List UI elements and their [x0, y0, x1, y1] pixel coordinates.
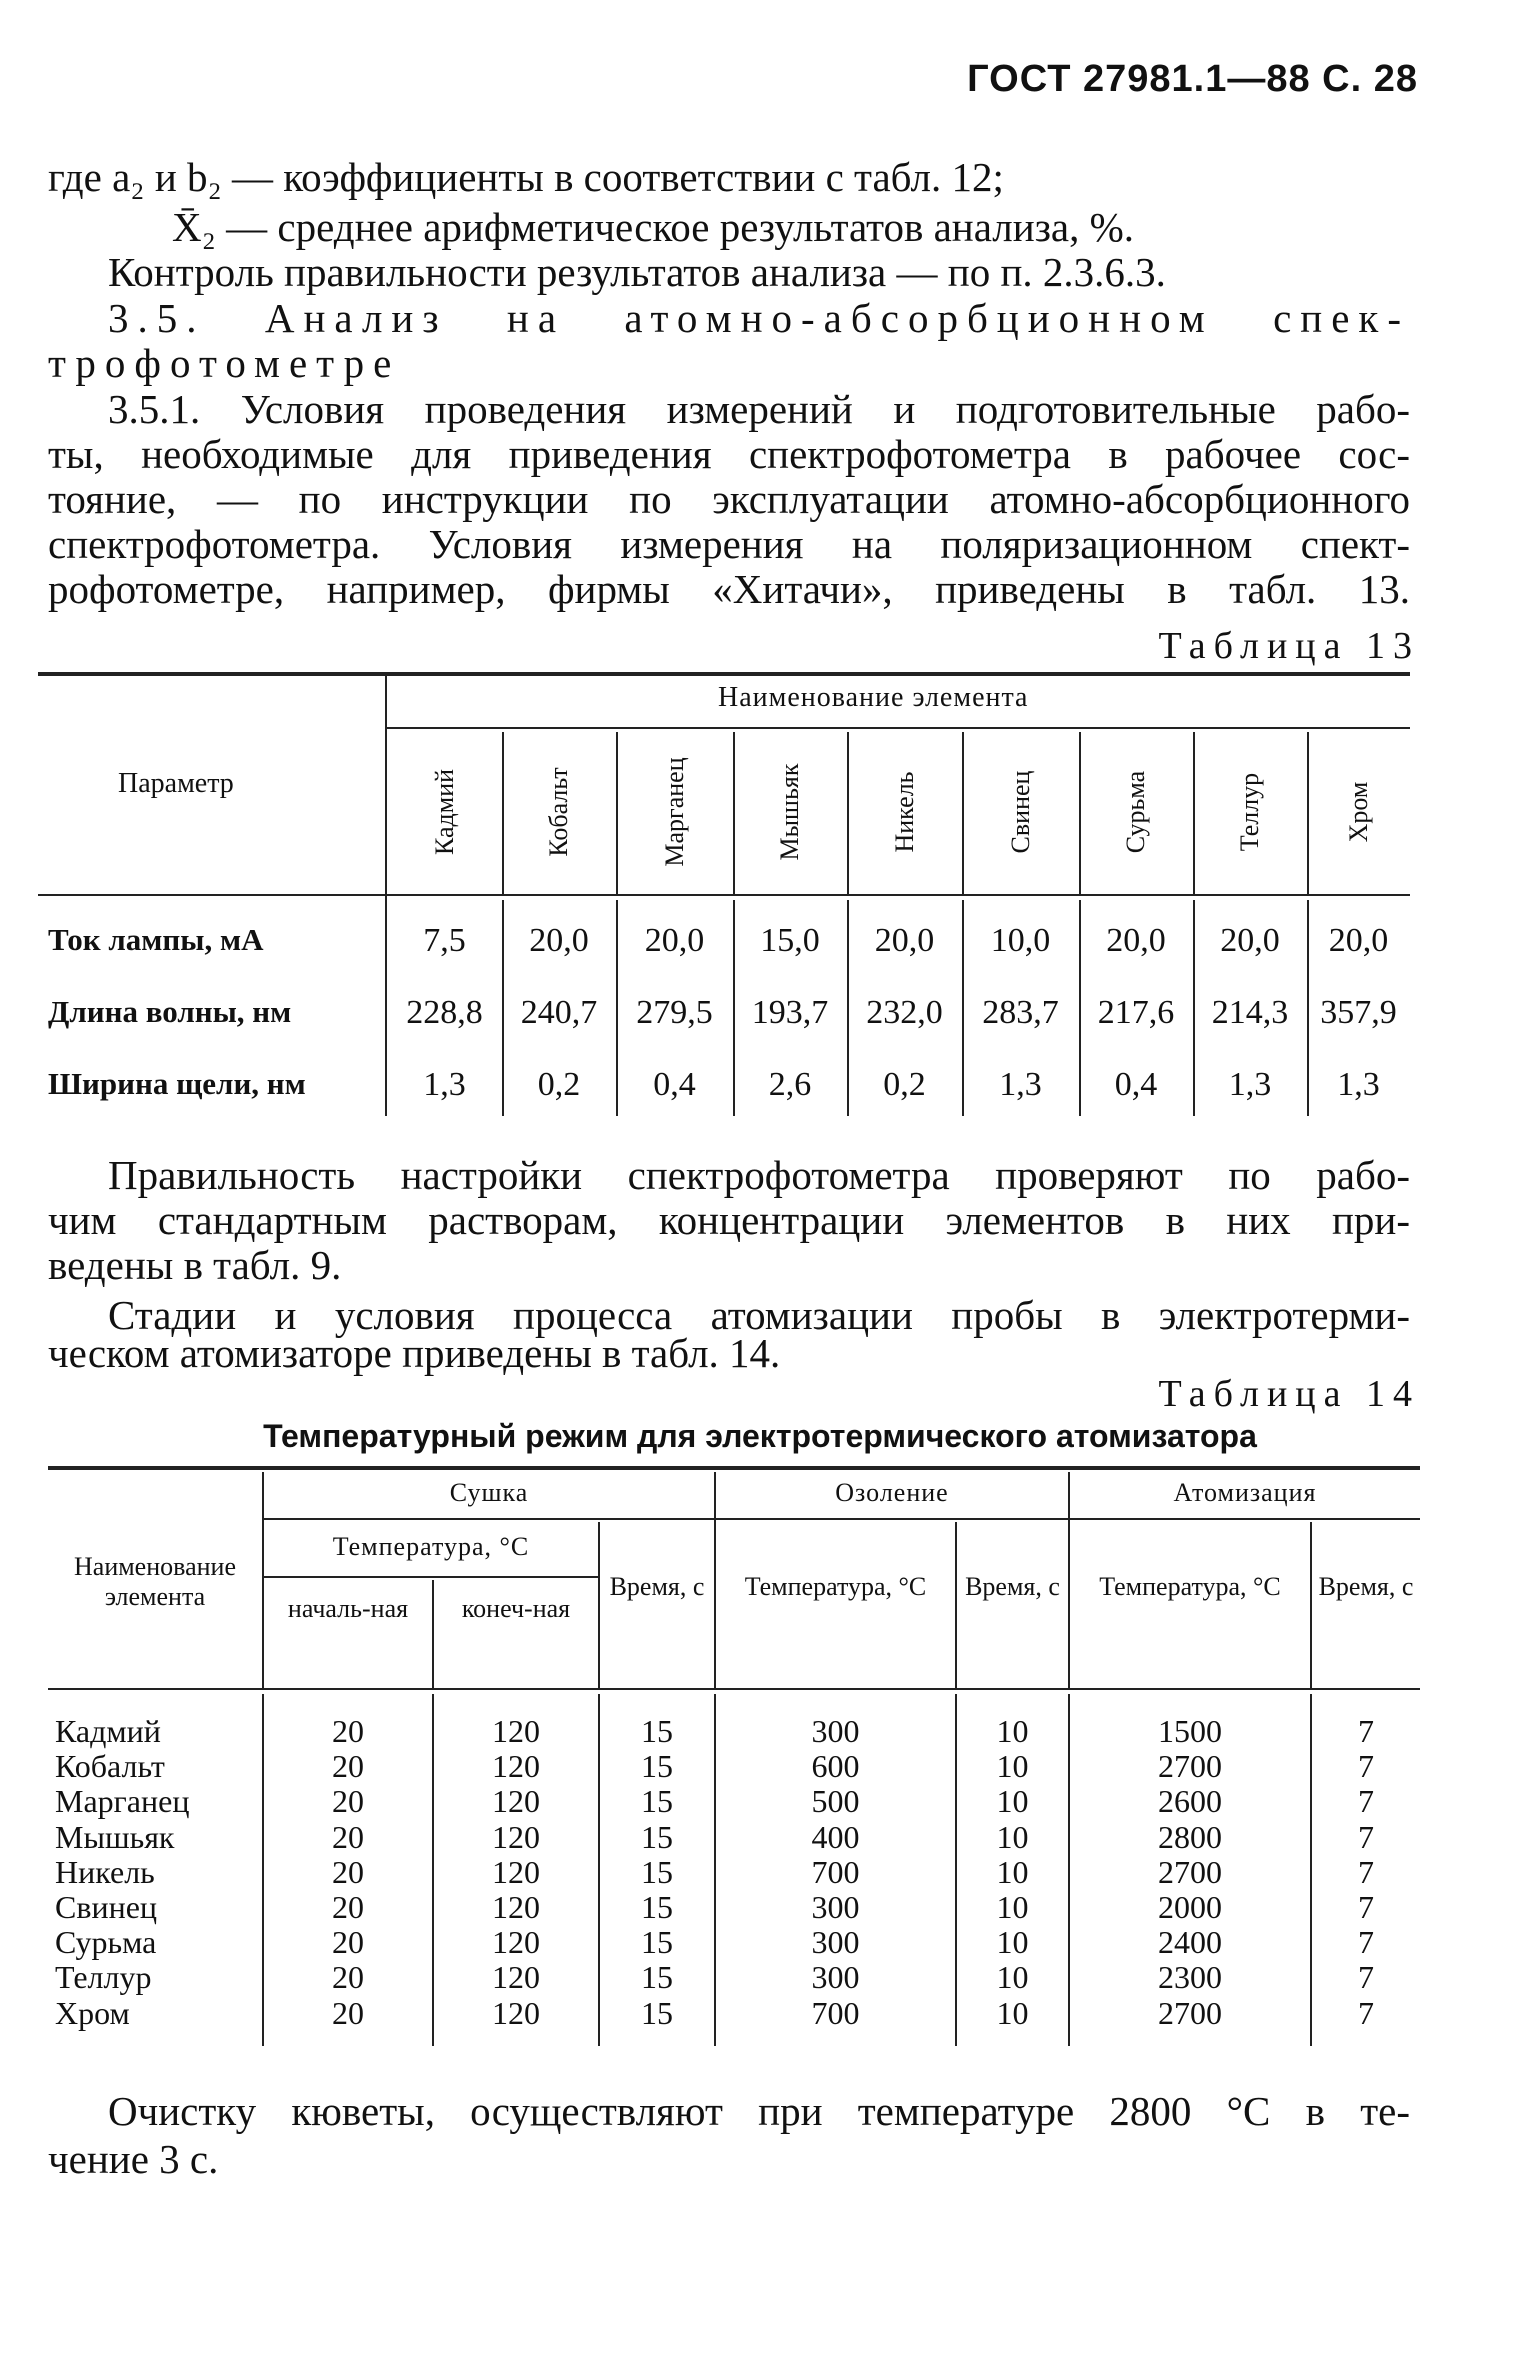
header-rule [264, 1576, 598, 1578]
row-label: Сурьма [55, 1924, 157, 1961]
table-column [1070, 1714, 1310, 2031]
text-line: Стадии и условия процесса атомизации пробы в электротерми- [108, 1292, 1410, 1338]
row-label: Ток лампы, мА [48, 922, 264, 957]
table-cell: 217,6 [1097, 994, 1175, 1031]
table-cell: 15 [641, 1924, 673, 1961]
column-divider [847, 732, 849, 894]
table-cell: 20,0 [644, 922, 705, 959]
page-header: ГОСТ 27981.1—88 С. 28 [967, 58, 1418, 100]
table-cell: 2,6 [768, 1066, 812, 1103]
column-divider [616, 732, 618, 894]
text-line: X̄₂ — среднее арифметическое результатов анализа, %. [172, 204, 1134, 250]
table-column [600, 1714, 714, 2031]
table-cell: 20,0 [1106, 922, 1166, 959]
table-cell: 357,9 [1320, 994, 1397, 1031]
table-13-group-header: Наименование элемента [718, 682, 1029, 713]
table-cell: 10 [996, 1994, 1029, 2031]
table-cell: 20 [332, 1959, 364, 1996]
table-cell: 120 [492, 1713, 540, 1749]
column-divider [1193, 732, 1195, 894]
table-cell: 10 [996, 1713, 1029, 1749]
table-column [716, 1714, 955, 2031]
table-cell: 15 [641, 1713, 673, 1749]
column-divider [1079, 732, 1081, 894]
table-cell: 700 [811, 1853, 860, 1890]
ashing-time-header: Время, с [965, 1572, 1060, 1601]
table-cell: 10 [996, 1853, 1029, 1890]
drying-time-header: Время, с [609, 1572, 705, 1601]
element-header: Сурьма [1121, 770, 1150, 854]
text-line: спектрофотометра. Условия измерения на поляризационном спект- [48, 521, 1410, 567]
table-cell: 7,5 [423, 922, 466, 959]
table-cell: 2700 [1158, 1853, 1222, 1890]
table-cell: 2700 [1158, 1994, 1222, 2031]
table-13-divider [385, 676, 387, 1116]
section-heading: трофотометре [48, 340, 401, 386]
table-cell: 15 [641, 1748, 673, 1785]
row-label: Длина волны, нм [48, 994, 292, 1029]
element-header: Свинец [1005, 770, 1035, 854]
table-cell: 20 [332, 1783, 364, 1820]
text-line: где a₂ и b₂ — коэффициенты в соответствии с табл. 12; [48, 154, 1004, 200]
initial-header: началь-ная [287, 1594, 409, 1623]
table-cell: 15 [641, 1888, 673, 1925]
text-line: Очистку кюветы, осуществляют при температуре 2800 °С в те- [108, 2088, 1410, 2134]
table-cell: 7 [1358, 1748, 1374, 1785]
table-cell: 10 [996, 1888, 1029, 1925]
table-cell: 2400 [1158, 1924, 1222, 1961]
table-cell: 120 [492, 1959, 540, 1996]
table-cell: 20,0 [874, 922, 935, 959]
column-divider [733, 732, 735, 894]
table-column [1312, 1714, 1420, 2031]
table-column [264, 1714, 432, 2031]
row-label: Ширина щели, нм [48, 1066, 306, 1101]
table-cell: 7 [1358, 1713, 1374, 1749]
table-cell: 20 [332, 1924, 364, 1961]
table-cell: 7 [1358, 1924, 1374, 1961]
table-cell: 20 [332, 1748, 364, 1785]
table-cell: 700 [811, 1994, 860, 2031]
table-cell: 15 [641, 1818, 673, 1855]
section-heading: 3.5. Анализ на атомно-абсорбционном спек- [108, 295, 1410, 341]
table-13-header-rule [38, 894, 1410, 896]
table-cell: 279,5 [636, 994, 713, 1031]
column-divider [1310, 1522, 1312, 1688]
header-rule [1070, 1518, 1420, 1520]
table-cell: 20 [332, 1853, 364, 1890]
table-cell: 240,7 [520, 994, 598, 1031]
table-cell: 0,4 [1114, 1066, 1158, 1103]
row-label: Хром [55, 1994, 130, 2031]
table-cell: 2600 [1158, 1783, 1222, 1820]
header-rule [264, 1518, 714, 1520]
table-cell: 283,7 [982, 994, 1059, 1031]
element-header: Теллур [1235, 772, 1264, 852]
table-cell: 120 [492, 1853, 540, 1890]
element-header: Никель [889, 771, 919, 853]
table-13-param-header: Параметр [118, 768, 234, 799]
column-divider [598, 1522, 600, 1688]
row-label: Кобальт [55, 1748, 165, 1785]
row-label: Свинец [55, 1888, 158, 1925]
table-cell: 2800 [1158, 1818, 1222, 1855]
table-13-caption: Таблица 13 [1158, 625, 1420, 667]
final-header: конеч-ная [461, 1594, 571, 1623]
text-line: ведены в табл. 9. [48, 1242, 342, 1288]
row-label: Кадмий [55, 1713, 161, 1749]
table-column [434, 1714, 598, 2031]
table-cell: 500 [811, 1783, 860, 1820]
table-cell: 10 [996, 1959, 1029, 1996]
table-cell: 20 [332, 1888, 364, 1925]
table-cell: 214,3 [1211, 994, 1289, 1031]
row-label: Теллур [55, 1959, 152, 1996]
table-14-title: Температурный режим для электротермического атомизатора [263, 1418, 1257, 1454]
header-rule [716, 1518, 1068, 1520]
table-cell: 7 [1358, 1783, 1374, 1820]
table-cell: 10 [996, 1783, 1029, 1820]
table-cell: 10,0 [990, 922, 1051, 959]
table-cell: 10 [996, 1818, 1029, 1855]
table-cell: 120 [492, 1994, 540, 2031]
table-cell: 1,3 [999, 1066, 1042, 1103]
text-line: тояние, — по инструкции по эксплуатации атомно-абсорбционного [48, 476, 1410, 522]
table-cell: 7 [1358, 1994, 1374, 2031]
table-14-caption: Таблица 14 [1158, 1373, 1420, 1415]
element-header: Хром [1343, 781, 1373, 843]
table-cell: 600 [811, 1748, 860, 1785]
ashing-header: Озоление [835, 1478, 949, 1507]
text-line: ты, необходимые для приведения спектрофотометра в рабочее сос- [48, 431, 1410, 477]
atom-temp-header: Температура, °С [1099, 1572, 1281, 1601]
table-cell: 20,0 [1220, 922, 1280, 959]
table-cell: 20,0 [529, 922, 589, 959]
column-divider [1307, 732, 1309, 894]
table-cell: 120 [492, 1888, 540, 1925]
table-cell: 2700 [1158, 1748, 1222, 1785]
table-cell: 120 [492, 1748, 540, 1785]
drying-temp-header: Температура, °С [332, 1532, 530, 1561]
row-labels [55, 1714, 189, 2031]
table-cell: 1500 [1158, 1713, 1222, 1749]
table-cell: 7 [1358, 1888, 1374, 1925]
element-header: Марганец [659, 757, 689, 867]
column-divider [502, 732, 504, 894]
table-cell: 15,0 [760, 922, 820, 959]
atom-time-header: Время, с [1318, 1572, 1414, 1601]
table-cell: 15 [641, 1994, 673, 2031]
table-cell: 2000 [1158, 1888, 1222, 1925]
table-cell: 20,0 [1328, 922, 1389, 959]
table-cell: 7 [1358, 1959, 1374, 1996]
text-line: Правильность настройки спектрофотометра проверяют по рабо- [108, 1152, 1410, 1198]
table-cell: 0,2 [537, 1066, 581, 1103]
table-13-group-rule [387, 727, 1410, 729]
table-14-header-rule [48, 1688, 1420, 1690]
text-line: Контроль правильности результатов анализа — по п. 2.3.6.3. [108, 249, 1166, 295]
table-cell: 1,3 [1228, 1066, 1272, 1103]
table-cell: 300 [811, 1713, 860, 1749]
table-cell: 0,4 [653, 1066, 696, 1103]
table-cell: 228,8 [406, 994, 483, 1031]
element-header: Кобальт [544, 767, 573, 857]
ashing-temp-header: Температура, °С [744, 1572, 927, 1601]
table-cell: 120 [492, 1783, 540, 1820]
atomization-header: Атомизация [1173, 1478, 1317, 1507]
table-cell: 10 [996, 1924, 1029, 1961]
table-cell: 0,2 [883, 1066, 926, 1103]
row-label: Никель [55, 1853, 155, 1890]
text-line: рофотометре, например, фирмы «Хитачи», приведены в табл. 13. [48, 566, 1410, 612]
table-cell: 7 [1358, 1818, 1374, 1855]
table-cell: 2300 [1158, 1959, 1222, 1996]
table-cell: 400 [811, 1818, 860, 1855]
table-cell: 20 [332, 1994, 364, 2031]
drying-header: Сушка [449, 1478, 529, 1507]
table-cell: 7 [1358, 1853, 1374, 1890]
table-cell: 193,7 [751, 994, 829, 1031]
text-line: ческом атомизаторе приведены в табл. 14. [48, 1330, 781, 1376]
table-14-top-rule [48, 1466, 1420, 1470]
table-cell: 120 [492, 1818, 540, 1855]
table-cell: 15 [641, 1783, 673, 1820]
element-header: Кадмий [429, 768, 459, 856]
table-cell: 1,3 [423, 1066, 466, 1103]
table-cell: 15 [641, 1853, 673, 1890]
table-cell: 120 [492, 1924, 540, 1961]
column-divider [955, 1522, 957, 1688]
column-divider [962, 732, 964, 894]
table-cell: 20 [332, 1818, 364, 1855]
table-cell: 300 [811, 1959, 860, 1996]
table-cell: 300 [811, 1888, 860, 1925]
table-column [957, 1714, 1068, 2031]
row-label: Марганец [55, 1783, 190, 1820]
table-cell: 1,3 [1337, 1066, 1380, 1103]
text-line: 3.5.1. Условия проведения измерений и подготовительные рабо- [108, 386, 1410, 432]
text-line: чение 3 с. [48, 2136, 219, 2182]
table-cell: 20 [332, 1713, 364, 1749]
table-cell: 10 [996, 1748, 1029, 1785]
table-cell: 300 [811, 1924, 860, 1961]
row-label: Мышьяк [55, 1818, 175, 1855]
text-line: чим стандартным растворам, концентрации элементов в них при- [48, 1197, 1410, 1243]
name-header: Наименование элемента [74, 1552, 236, 1611]
table-cell: 232,0 [866, 994, 943, 1031]
element-header: Мышьяк [775, 763, 804, 861]
table-cell: 15 [641, 1959, 673, 1996]
table-13-top-rule [38, 672, 1410, 676]
